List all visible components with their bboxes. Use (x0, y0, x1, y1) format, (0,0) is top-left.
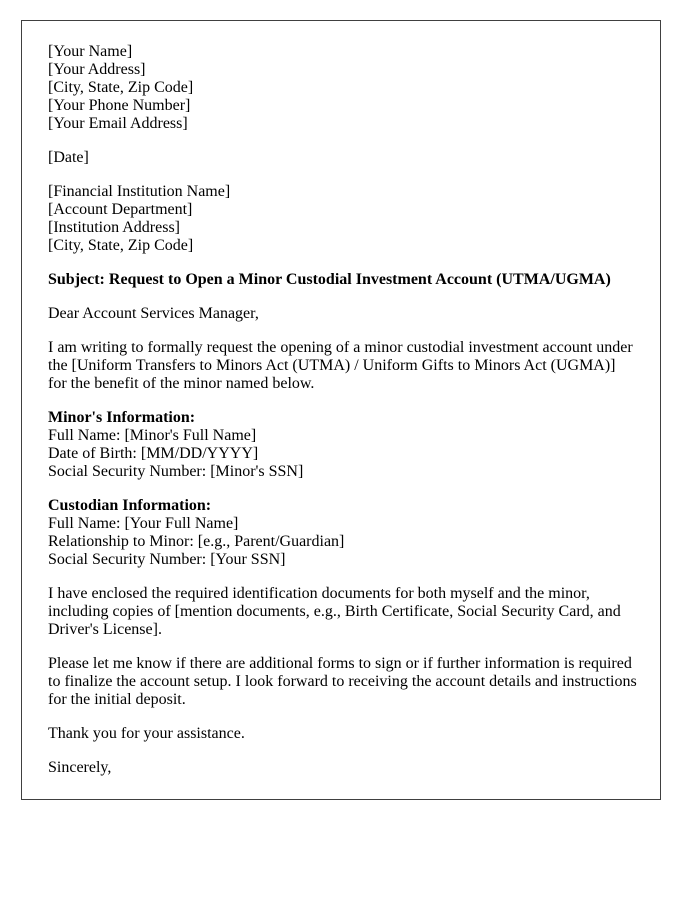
date-line: [Date] (48, 149, 89, 166)
minor-full-name-line: Full Name: [Minor's Full Name] (48, 427, 257, 444)
letter-frame (21, 20, 661, 800)
salutation: Dear Account Services Manager, (48, 305, 259, 322)
recipient-city-line: [City, State, Zip Code] (48, 237, 194, 254)
custodian-relationship-line: Relationship to Minor: [e.g., Parent/Guardian] (48, 533, 345, 550)
subject-line: Subject: Request to Open a Minor Custodial Investment Account (UTMA/UGMA) (48, 271, 611, 288)
custodian-info-heading: Custodian Information: (48, 497, 212, 514)
minor-dob-line: Date of Birth: [MM/DD/YYYY] (48, 445, 259, 462)
intro-paragraph: I am writing to formally request the opening of a minor custodial investment account under the [Uniform Transfers to Minors Act (UTMA) / Uniform Gifts to Minors Act (UGMA)] for the benefit of the minor named below. (48, 339, 633, 392)
sender-name-line: [Your Name] (48, 43, 133, 60)
custodian-full-name-line: Full Name: [Your Full Name] (48, 515, 239, 532)
recipient-address-line: [Institution Address] (48, 219, 180, 236)
signoff-line: Sincerely, (48, 759, 112, 776)
recipient-institution-line: [Financial Institution Name] (48, 183, 231, 200)
minor-ssn-line: Social Security Number: [Minor's SSN] (48, 463, 304, 480)
thanks-line: Thank you for your assistance. (48, 725, 245, 742)
custodian-info-section (48, 497, 637, 569)
enclosure-paragraph: I have enclosed the required identification documents for both myself and the minor, including copies of [mention documents, e.g., Birth Certificate, Social Security Card, and Driver's License]. (48, 585, 621, 638)
recipient-block (48, 183, 637, 255)
sender-city-line: [City, State, Zip Code] (48, 79, 194, 96)
sender-address-line: [Your Address] (48, 61, 146, 78)
custodian-ssn-line: Social Security Number: [Your SSN] (48, 551, 286, 568)
sender-email-line: [Your Email Address] (48, 115, 188, 132)
minor-info-section (48, 409, 637, 481)
recipient-department-line: [Account Department] (48, 201, 193, 218)
minor-info-heading: Minor's Information: (48, 409, 196, 426)
sender-block (48, 43, 637, 133)
sender-phone-line: [Your Phone Number] (48, 97, 191, 114)
closing-paragraph: Please let me know if there are additional forms to sign or if further information is required to finalize the account setup. I look forward to receiving the account details and instructions for the initial deposit. (48, 655, 637, 708)
